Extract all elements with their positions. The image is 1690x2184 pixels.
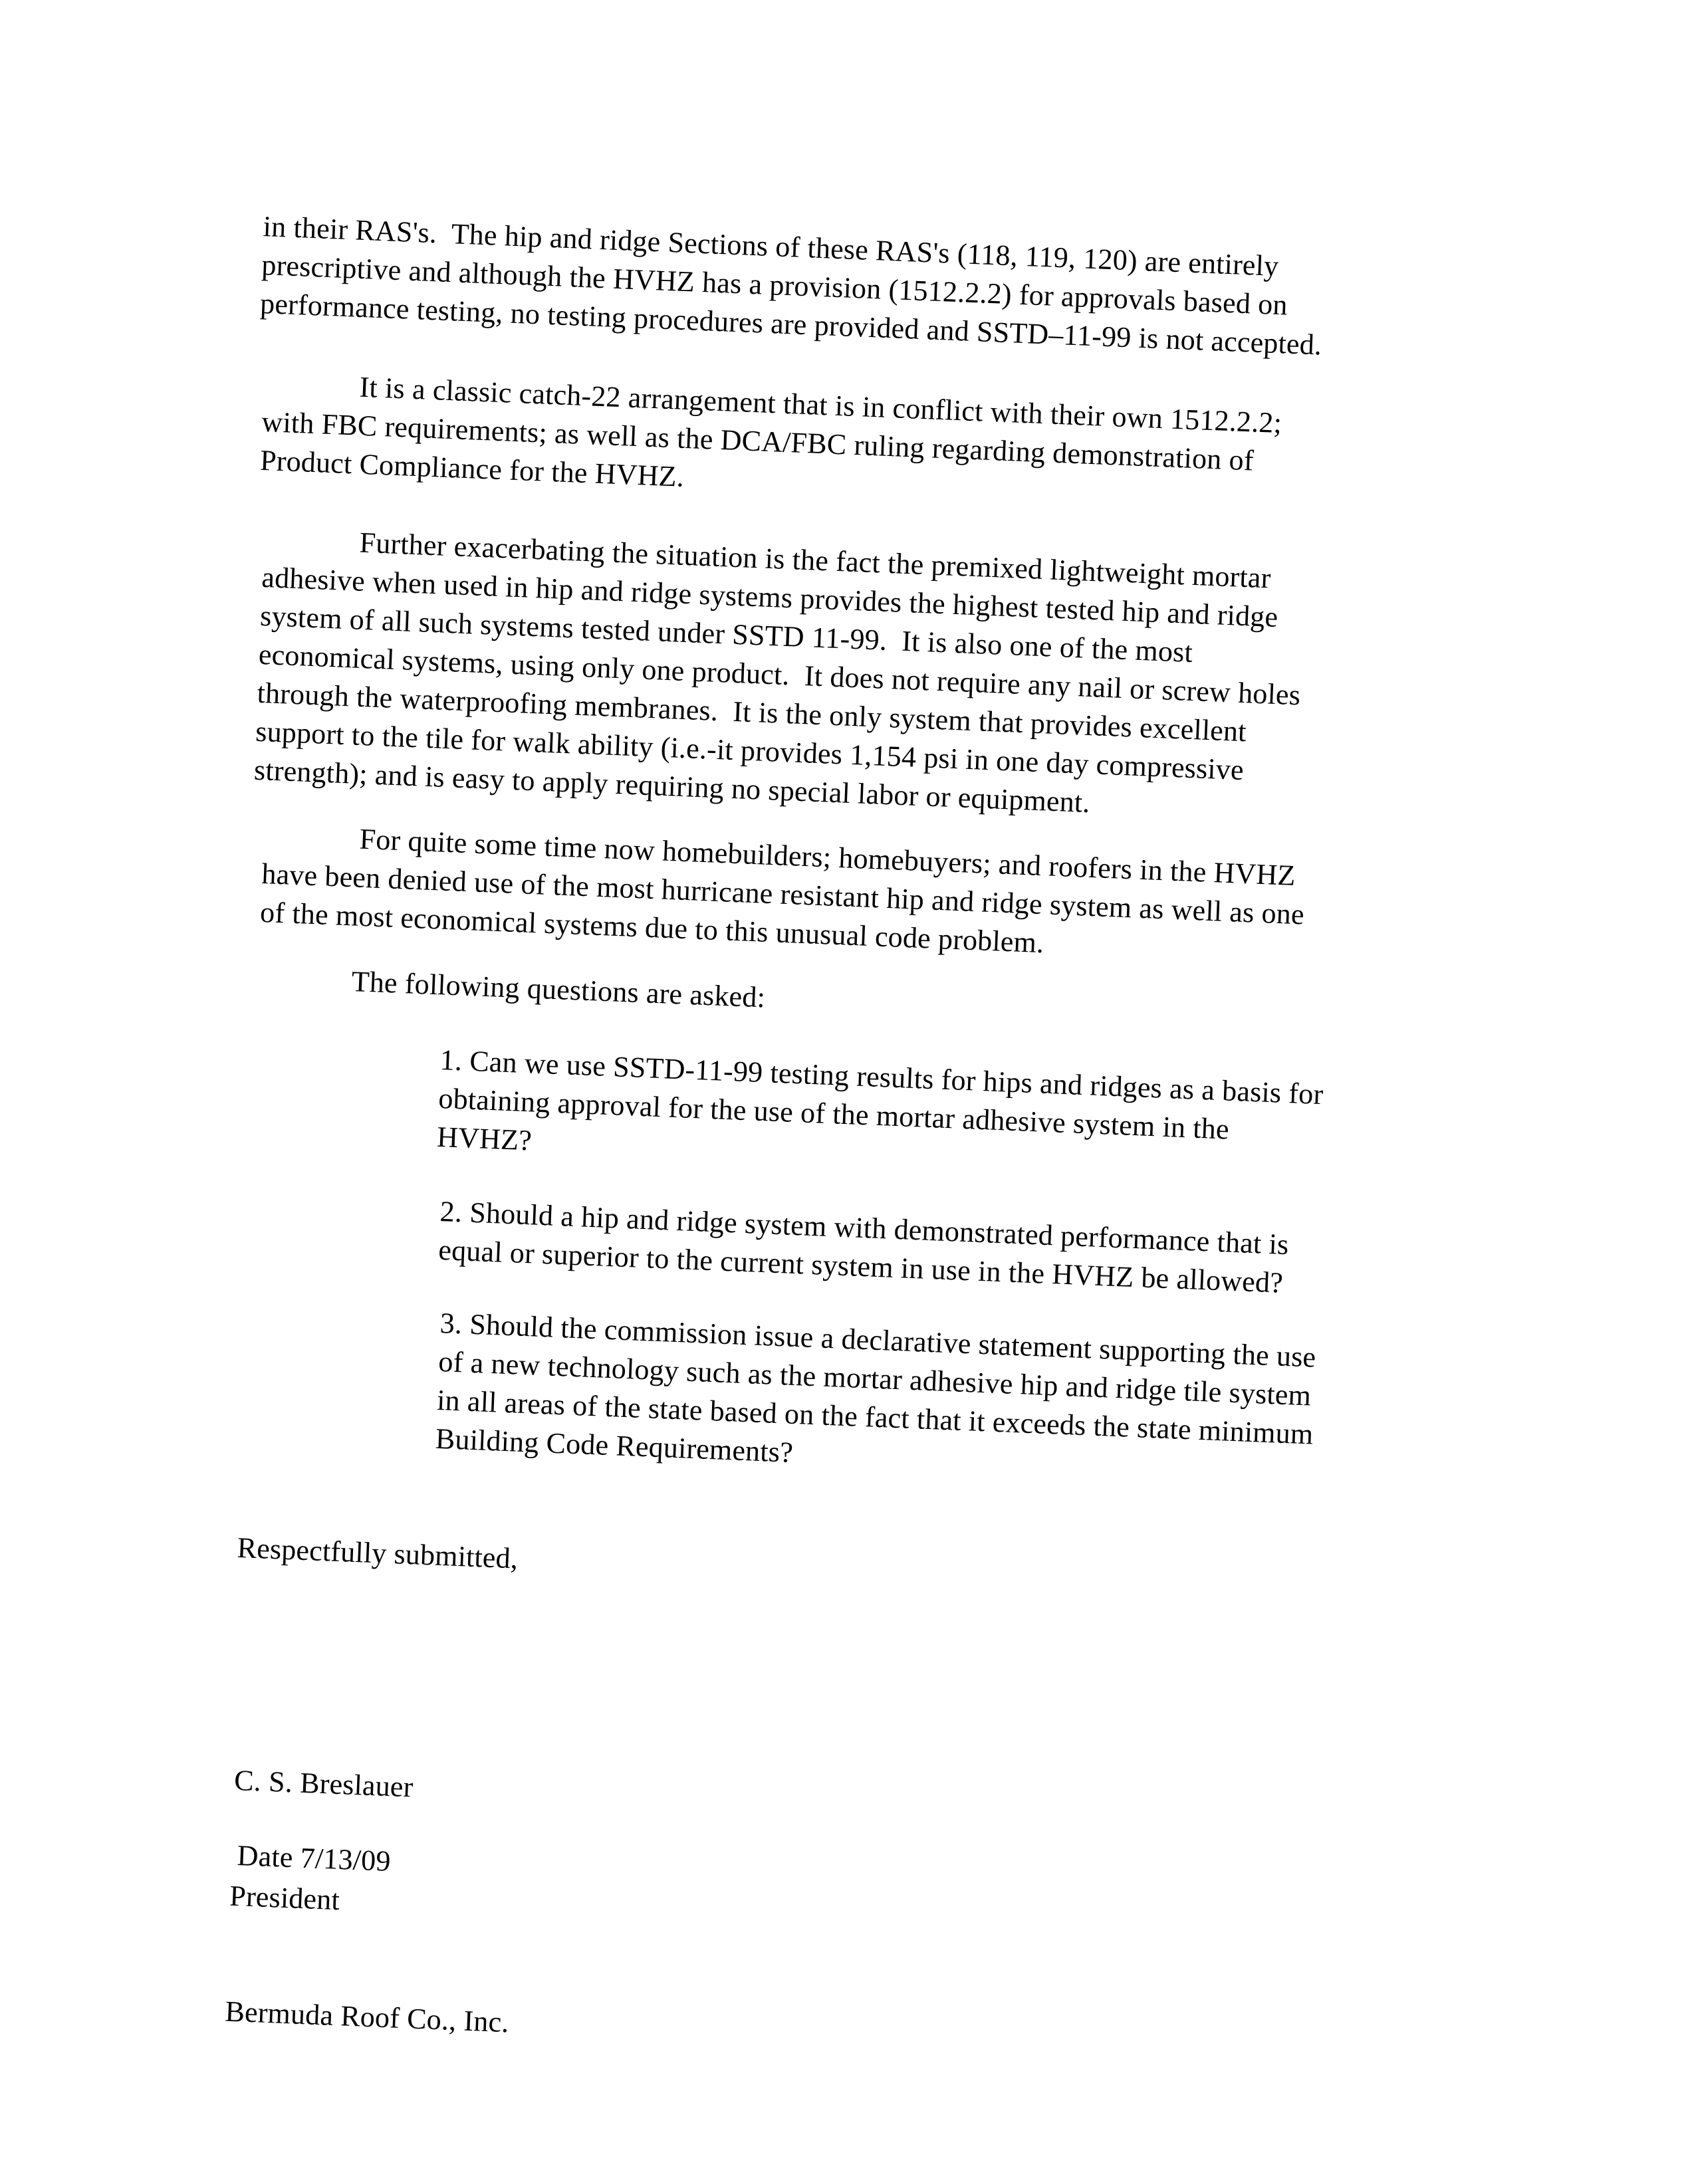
signatory-title: President	[229, 1879, 340, 1917]
signatory-name: C. S. Breslauer	[233, 1763, 414, 1804]
date-line: Date 7/13/09	[236, 1838, 392, 1878]
body-paragraph-4: For quite some time now homebuilders; homebuyers; and roofers in the HVHZ have been denied use of the most hurricane resistant hip and ridge system as well as one of the most economical systems due to this unusual code problem.	[259, 822, 1305, 960]
question-1: 1. Can we use SSTD-11-99 testing results for hips and ridges as a basis for obtaining approval for the use of the mortar adhesive system in the HVHZ?	[436, 1043, 1324, 1157]
question-3: 3. Should the commission issue a declarative statement supporting the use of a new technology such as the mortar adhesive hip and ridge tile system in all areas of the state based on the fact that it exceeds the state minimum Building Code Requirements?	[435, 1306, 1317, 1469]
body-paragraph-2: It is a classic catch-22 arrangement that is in conflict with their own 1512.2.2; with FBC requirements; as well as the DCA/FBC ruling regarding demonstration of Product Compliance for the HVHZ.	[259, 370, 1283, 493]
signature-block	[221, 1684, 1102, 2142]
body-paragraph-3: Further exacerbating the situation is the fact the premixed lightweight mortar adhesive when used in hip and ridge systems provides the highest tested hip and ridge system of all such systems tested under SSTD 11-99. It is also one of the most economical systems, using only one product. It does not require any nail or screw holes through the waterproofing membranes. It is the only system that provides excellent support to the tile for walk ability (i.e.-it provides 1,154 psi in one day compressive strength); and is easy to apply requiring no special labor or equipment.	[253, 526, 1302, 819]
body-paragraph-1: in their RAS's. The hip and ridge Sections of these RAS's (118, 119, 120) are entirely prescriptive and although the HVHZ has a provision (1512.2.2) for approvals based on performance testing, no testing procedures are provided and SSTD–11-99 is not accepted.	[259, 209, 1323, 362]
company-name: Bermuda Roof Co., Inc.	[224, 1995, 510, 2039]
closing-salutation: Respectfully submitted,	[236, 1531, 519, 1575]
questions-intro-line: The following questions are asked:	[350, 964, 767, 1014]
question-2: 2. Should a hip and ridge system with demonstrated performance that is equal or superior to the current system in use in the HVHZ be allowed?	[437, 1194, 1290, 1299]
